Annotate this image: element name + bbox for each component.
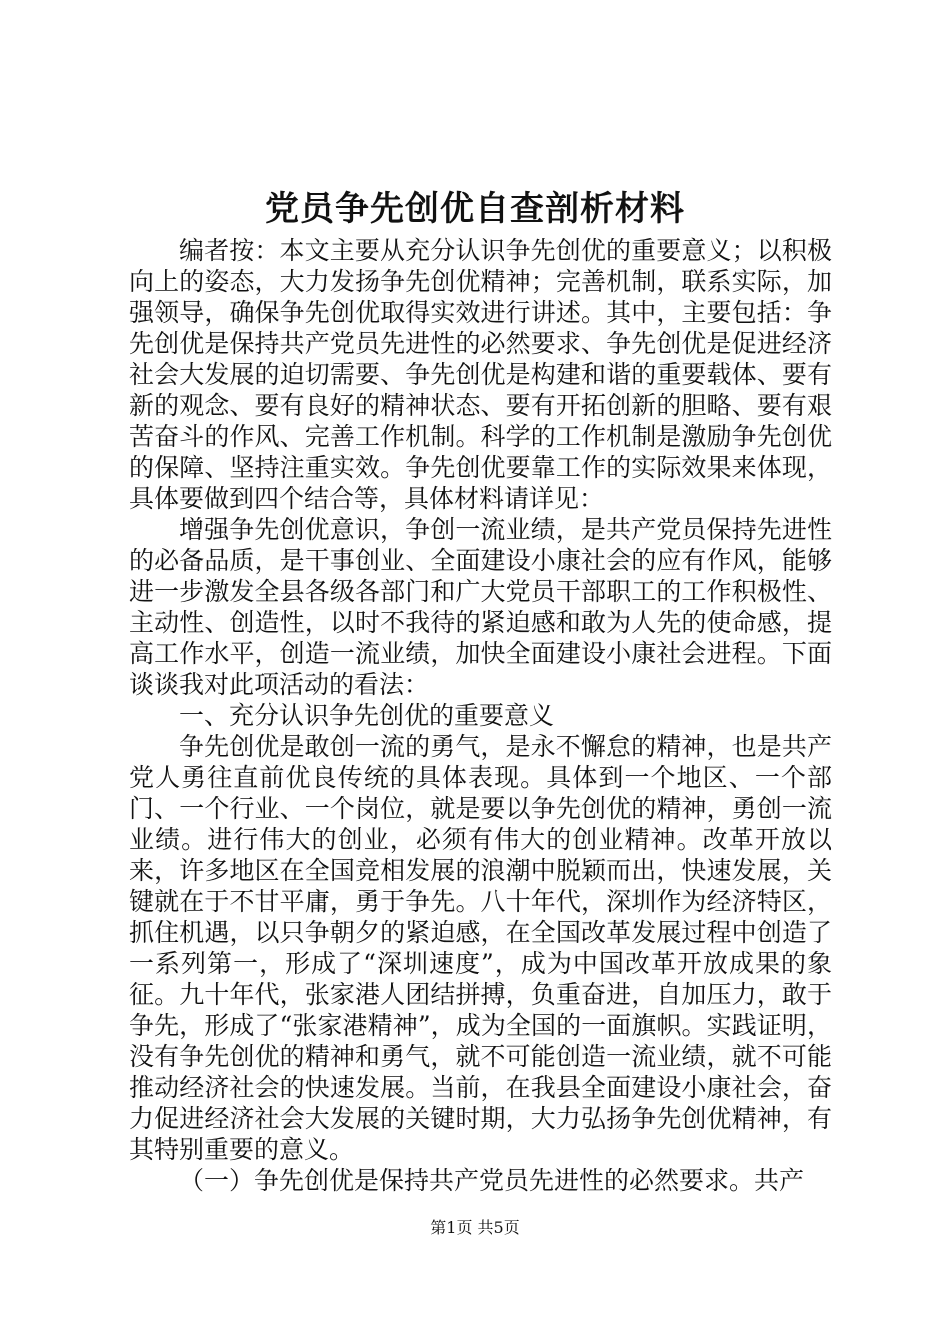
subsection-paragraph: （一）争先创优是保持共产党员先进性的必然要求。共产	[179, 1166, 805, 1195]
document-title: 党员争先创优自查剖析材料	[265, 189, 685, 229]
editor-note-paragraph: 编者按：本文主要从充分认识争先创优的重要意义；以积极向上的姿态，大力发扬争先创优精神；完善机制，联系实际，加强领导，确保争先创优取得实效进行讲述。其中，主要包括：争先创优是保持共产党员先进性的必然要求、争先创优是促进经济社会大发展的迫切需要、争先创优是构建和谐的重要载体、要有新的观念、要有良好的精神状态、要有开拓创新的胆略、要有艰苦奋斗的作风、完善工作机制。科学的工作机制是激励争先创优的保障、坚持注重实效。争先创优要靠工作的实际效果来体现，具体要做到四个结合等，具体材料请详见：	[129, 236, 832, 513]
document-body	[129, 235, 832, 1196]
section-heading: 一、充分认识争先创优的重要意义	[179, 701, 555, 730]
intro-paragraph: 增强争先创优意识，争创一流业绩，是共产党员保持先进性的必备品质，是干事创业、全面建设小康社会的应有作风，能够进一步激发全县各级各部门和广大党员干部职工的工作积极性、主动性、创造性，以时不我待的紧迫感和敢为人先的使命感，提高工作水平，创造一流业绩，加快全面建设小康社会进程。下面谈谈我对此项活动的看法：	[129, 515, 832, 699]
page-footer: 第1页 共5页	[430, 1218, 520, 1237]
section-paragraph: 争先创优是敢创一流的勇气，是永不懈怠的精神，也是共产党人勇往直前优良传统的具体表现。具体到一个地区、一个部门、一个行业、一个岗位，就是要以争先创优的精神，勇创一流业绩。进行伟大的创业，必须有伟大的创业精神。改革开放以来，许多地区在全国竞相发展的浪潮中脱颖而出，快速发展，关键就在于不甘平庸，勇于争先。八十年代，深圳作为经济特区，抓住机遇，以只争朝夕的紧迫感，在全国改革发展过程中创造了一系列第一，形成了“深圳速度”，成为中国改革开放成果的象征。九十年代，张家港人团结拼搏，负重奋进，自加压力，敢于争先，形成了“张家港精神”，成为全国的一面旗帜。实践证明，没有争先创优的精神和勇气，就不可能创造一流业绩，就不可能推动经济社会的快速发展。当前，在我县全面建设小康社会，奋力促进经济社会大发展的关键时期，大力弘扬争先创优精神，有其特别重要的意义。	[129, 732, 832, 1164]
